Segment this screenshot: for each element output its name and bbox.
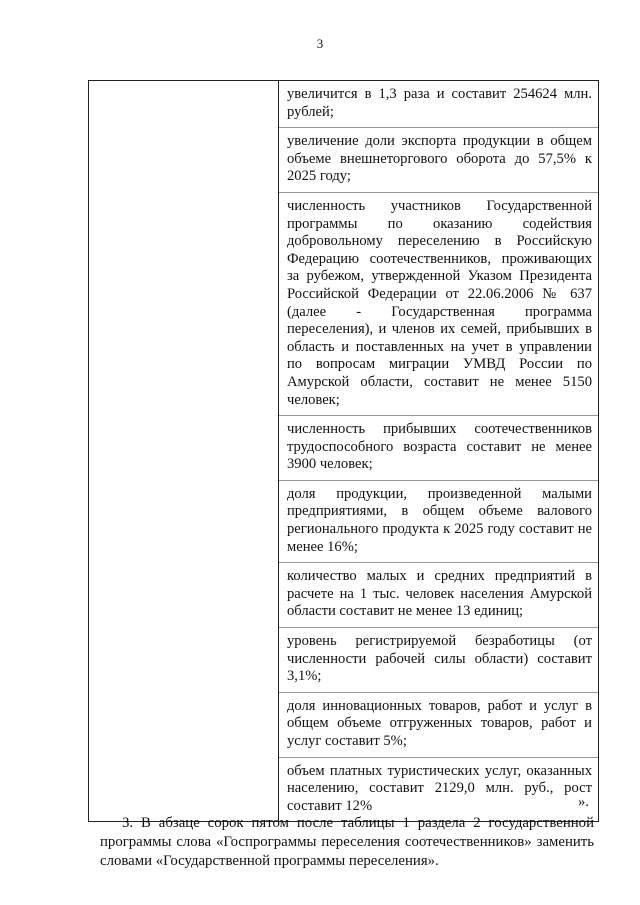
closing-quote: ». — [578, 794, 589, 810]
list-item — [279, 192, 598, 415]
indicator-text: объем платных туристических услуг, оказанных населению, составит 2129,0 млн. руб., рост составит 12% — [287, 762, 592, 814]
list-item — [279, 628, 598, 693]
indicators-cell — [279, 81, 599, 822]
list-item — [279, 128, 598, 193]
amendment-paragraph: 3. В абзаце сорок пятом после таблицы 1 раздела 2 государственной программы слова «Госпрограммы переселения соотечественников» заменить словами «Государственной программы переселения». — [100, 815, 594, 869]
list-item — [279, 480, 598, 562]
empty-left-cell — [89, 81, 279, 822]
indicator-text: уровень регистрируемой безработицы (от численности рабочей силы области) составит 3,1%; — [279, 628, 598, 693]
indicators-list — [279, 81, 598, 821]
list-item — [279, 563, 598, 628]
list-item — [279, 757, 598, 821]
indicators-table — [88, 80, 599, 822]
indicator-text: увеличится в 1,3 раза и составит 254624 млн. рублей; — [279, 81, 598, 128]
indicator-text: численность прибывших соотечественников трудоспособного возраста составит не менее 3900 человек; — [279, 416, 598, 481]
list-item — [279, 692, 598, 757]
indicator-text: увеличение доли экспорта продукции в общем объеме внешнеторгового оборота до 57,5% к 2025 году; — [279, 128, 598, 193]
indicator-text: численность участников Государственной программы по оказанию содействия добровольному переселению в Российскую Федерацию соотечественников, проживающих за рубежом, утвержденной Указом Президента Российской Федерации от 22.06.2006 № 637 (далее - Государственная программа переселения), и членов их семей, прибывших в область и поставленных на учет в управлении по вопросам миграции УМВД России по Амурской области, составит не менее 5150 человек; — [279, 192, 598, 415]
indicator-text: количество малых и средних предприятий в расчете на 1 тыс. человек населения Амурской области составит не менее 13 единиц; — [279, 563, 598, 628]
page-number: 3 — [316, 36, 324, 51]
list-item — [279, 416, 598, 481]
list-item — [279, 81, 598, 128]
table-row — [89, 81, 599, 822]
indicator-text: доля продукции, произведенной малыми предприятиями, в общем объеме валового регионального продукта к 2025 году составит не менее 16%; — [279, 480, 598, 562]
indicator-text: доля инновационных товаров, работ и услуг в общем объеме отгруженных товаров, работ и услуг составит 5%; — [279, 692, 598, 757]
